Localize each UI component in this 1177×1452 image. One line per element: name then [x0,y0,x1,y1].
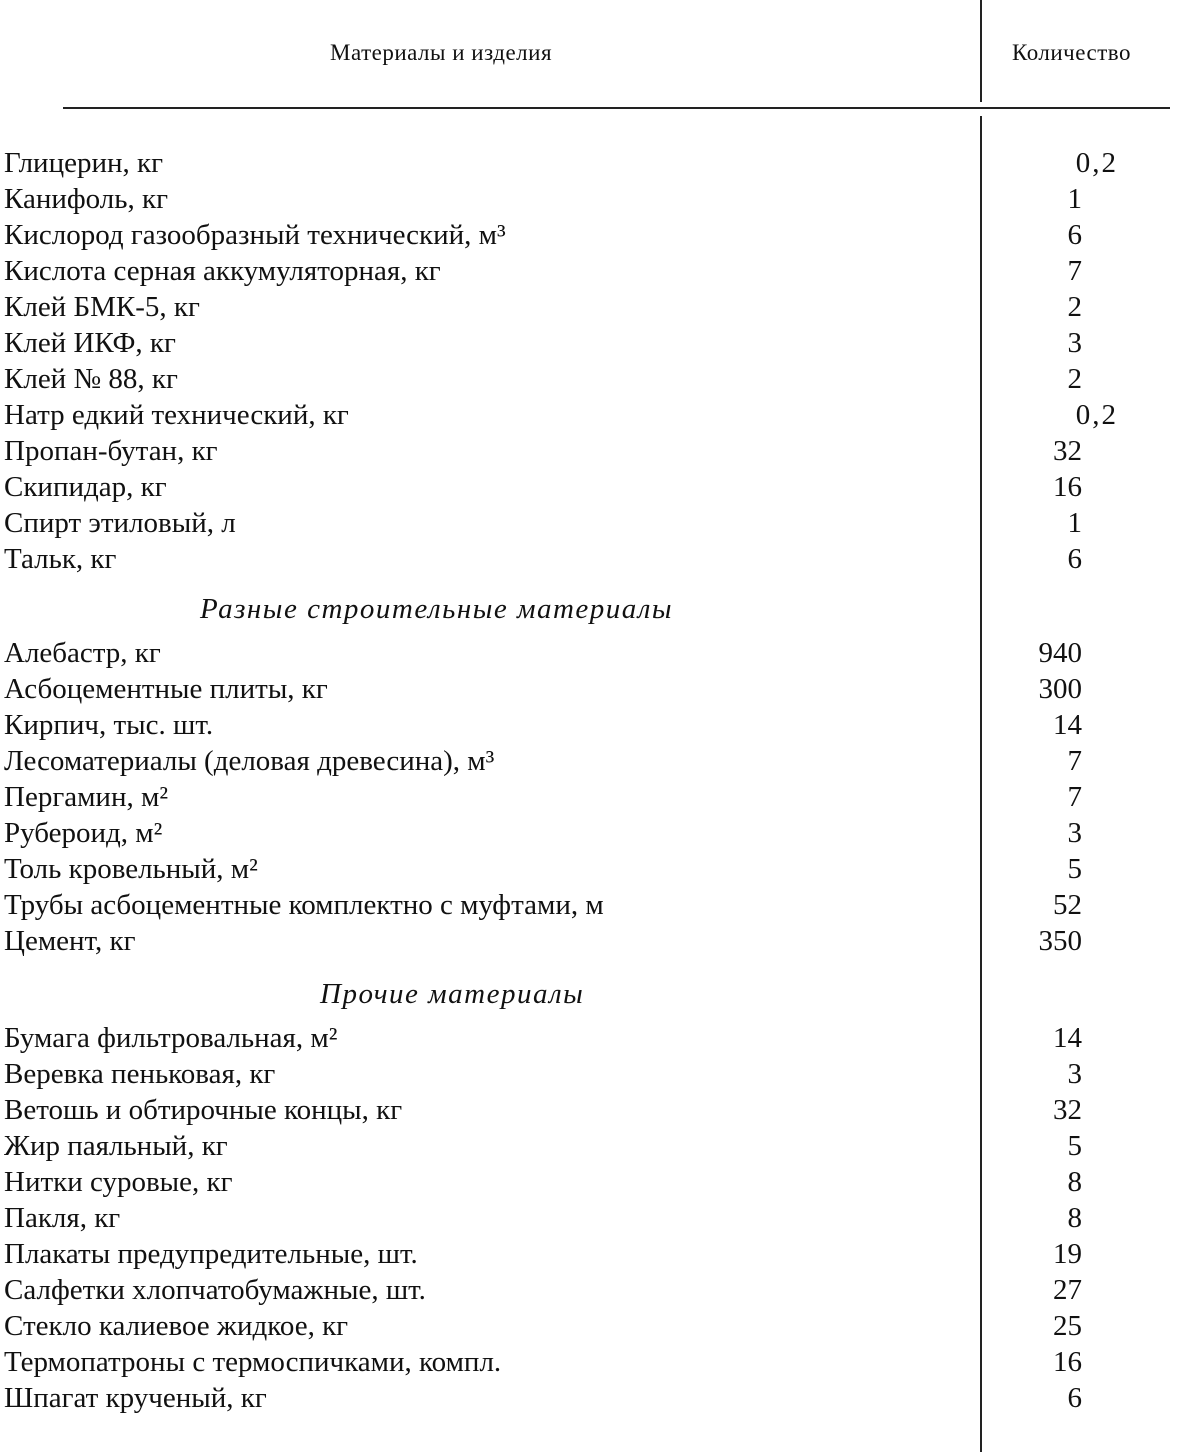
table-row [0,853,1177,889]
material-name: Клей № 88, кг [4,363,178,395]
material-name: Натр едкий технический, кг [4,399,349,431]
table-row [0,1238,1177,1274]
material-name: Клей ИКФ, кг [4,327,176,359]
header-quantity: Количество [1012,40,1131,65]
table-row [0,363,1177,399]
header-materials: Материалы и изделия [330,40,553,65]
material-name: Пергамин, м² [4,781,169,813]
table-row [0,673,1177,709]
material-name: Толь кровельный, м² [4,853,258,885]
material-quantity: 7 [1067,781,1082,813]
material-quantity: 6 [1067,1382,1082,1414]
material-name: Кислород газообразный технический, м³ [4,219,506,251]
material-name: Клей БМК-5, кг [4,291,200,323]
material-quantity: 3 [1067,1058,1082,1090]
material-quantity: 32 [1053,435,1082,467]
material-name: Жир паяльный, кг [4,1130,228,1162]
material-quantity: 8 [1067,1202,1082,1234]
material-name: Асбоцементные плиты, кг [4,673,328,705]
table-row [0,219,1177,255]
table-row [0,781,1177,817]
material-quantity: 16 [1053,471,1082,503]
header-rule [63,107,1170,109]
table-row [0,1022,1177,1058]
table-row [0,709,1177,745]
material-quantity: 52 [1053,889,1082,921]
table-row [0,291,1177,327]
material-name: Термопатроны с термоспичками, компл. [4,1346,502,1378]
table-row [0,471,1177,507]
material-name: Плакаты предупредительные, шт. [4,1238,418,1270]
material-quantity: 16 [1053,1346,1082,1378]
material-quantity: 350 [1038,925,1082,957]
table-row [0,1130,1177,1166]
table-row [0,637,1177,673]
table-row [0,1382,1177,1418]
material-name: Цемент, кг [4,925,136,957]
material-name: Салфетки хлопчатобумажные, шт. [4,1274,426,1306]
section-title-construction: Разные строительные материалы [200,593,674,625]
table-row [0,147,1177,183]
table-row [0,399,1177,435]
table-row [0,1274,1177,1310]
table-row [0,1094,1177,1130]
material-quantity: 32 [1053,1094,1082,1126]
material-name: Канифоль, кг [4,183,168,215]
material-name: Нитки суровые, кг [4,1166,233,1198]
material-quantity: 7 [1067,255,1082,287]
table-row [0,507,1177,543]
table-row [0,435,1177,471]
section-title-other: Прочие материалы [320,978,585,1010]
material-name: Кислота серная аккумуляторная, кг [4,255,441,287]
table-row [0,1346,1177,1382]
material-name: Шпагат крученый, кг [4,1382,267,1414]
table-row [0,925,1177,961]
material-quantity: 2 [1067,291,1082,323]
table-row [0,817,1177,853]
table-row [0,327,1177,363]
table-row [0,1058,1177,1094]
material-quantity: 5 [1067,1130,1082,1162]
material-quantity: 300 [1038,673,1082,705]
material-quantity: 6 [1067,543,1082,575]
material-name: Ветошь и обтирочные концы, кг [4,1094,403,1126]
material-name: Трубы асбоцементные комплектно с муфтами, м [4,889,604,921]
table-row [0,1310,1177,1346]
material-name: Глицерин, кг [4,147,163,179]
table-row [0,889,1177,925]
material-quantity: 1 [1067,507,1082,539]
material-name: Лесоматериалы (деловая древесина), м³ [4,745,495,777]
material-name: Скипидар, кг [4,471,167,503]
material-name: Стекло калиевое жидкое, кг [4,1310,349,1342]
material-quantity: 25 [1053,1310,1082,1342]
table-row [0,745,1177,781]
material-quantity: 2 [1067,363,1082,395]
material-quantity: 14 [1053,709,1082,741]
table-row [0,1166,1177,1202]
table-row [0,1202,1177,1238]
material-quantity: 0,2 [1075,399,1118,431]
material-quantity: 14 [1053,1022,1082,1054]
table-row [0,255,1177,291]
column-divider-header [980,0,982,102]
material-quantity: 0,2 [1075,147,1118,179]
material-quantity: 6 [1067,219,1082,251]
material-quantity: 8 [1067,1166,1082,1198]
material-name: Бумага фильтровальная, м² [4,1022,338,1054]
material-quantity: 27 [1053,1274,1082,1306]
material-name: Рубероид, м² [4,817,163,849]
material-name: Веревка пеньковая, кг [4,1058,276,1090]
material-name: Кирпич, тыс. шт. [4,709,214,741]
material-name: Спирт этиловый, л [4,507,236,539]
table-row [0,543,1177,579]
material-quantity: 19 [1053,1238,1082,1270]
material-quantity: 7 [1067,745,1082,777]
table-row [0,183,1177,219]
material-quantity: 940 [1038,637,1082,669]
material-name: Пропан-бутан, кг [4,435,218,467]
material-name: Тальк, кг [4,543,117,575]
material-name: Алебастр, кг [4,637,161,669]
material-quantity: 1 [1067,183,1082,215]
material-quantity: 5 [1067,853,1082,885]
material-quantity: 3 [1067,327,1082,359]
material-name: Пакля, кг [4,1202,121,1234]
material-quantity: 3 [1067,817,1082,849]
